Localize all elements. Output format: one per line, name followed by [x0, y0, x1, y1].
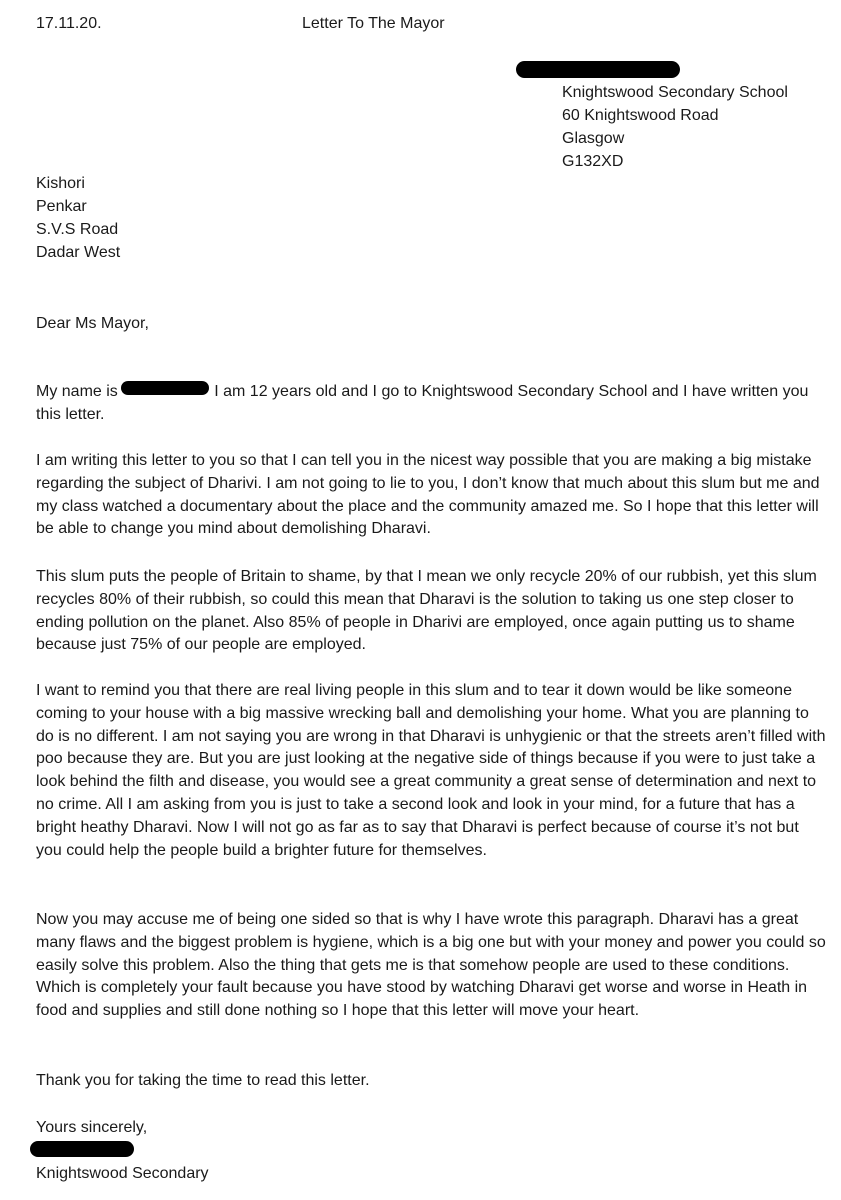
body-paragraph: Now you may accuse me of being one sided so that is why I have wrote this paragraph. Dharavi has a great many flaws and the biggest problem is hygiene, which is a big one but with your money and power you could so easily solve this problem. Also the thing that gets me is that somehow people are used to these conditions. Which is completely your fault because you have stood by watching Dharavi get worse and worse in Heath in food and supplies and still done nothing so I hope that this letter will move your heart.: [36, 911, 826, 1020]
sender-address-line: Knightswood Secondary School: [562, 84, 788, 101]
letter-title: Letter To The Mayor: [302, 15, 445, 32]
intro-text-before: My name is: [36, 383, 118, 400]
body-paragraph: Thank you for taking the time to read this letter.: [36, 1072, 370, 1089]
body-paragraph: This slum puts the people of Britain to shame, by that I mean we only recycle 20% of our rubbish, yet this slum recycles 80% of their rubbish, so could this mean that Dharavi is the solution to taking us one step closer to ending pollution on the planet. Also 85% of people in Dharivi are employed, once again putting us to shame because just 75% of our people are employed.: [36, 568, 817, 654]
closing: Yours sincerely,: [36, 1119, 148, 1136]
body-paragraph: I want to remind you that there are real living people in this slum and to tear it down would be like someone coming to your house with a big massive wrecking ball and demolishing your home. What you are planning to do is no different. I am not saying you are wrong in that Dharavi is unhygienic or that the streets aren’t filled with poo because they are. But you are just looking at the negative side of things because if you were to just take a look behind the filth and disease, you would see a great community a great sense of determination and next to no crime. All I am asking from you is just to take a second look and look in your mind, for a future that has a bright heathy Dharavi. Now I will not go as far as to say that Dharavi is perfect because of course it’s not but you could help the people build a brighter future for themselves.: [36, 682, 826, 859]
body-paragraph: I am writing this letter to you so that I can tell you in the nicest way possible that you are making a big mistake regarding the subject of Dharivi. I am not going to lie to you, I don’t know that much about this slum but me and my class watched a documentary about the place and the community amazed me. So I hope that this letter will be able to change you mind about demolishing Dharavi.: [36, 452, 820, 538]
redaction-bar-sender-name: [516, 61, 680, 78]
recipient-address-line: Dadar West: [36, 244, 121, 261]
sender-address-line: 60 Knightswood Road: [562, 107, 719, 124]
intro-text-after: I am 12 years old and I go to Knightswood Secondary School and I have written you this letter.: [36, 383, 809, 423]
salutation: Dear Ms Mayor,: [36, 315, 149, 332]
recipient-address: [36, 172, 120, 264]
redaction-bar-student-name: [121, 381, 209, 395]
recipient-address-line: Kishori: [36, 175, 85, 192]
letter-date: 17.11.20.: [36, 15, 102, 32]
recipient-address-line: Penkar: [36, 198, 87, 215]
sender-address: [562, 81, 788, 173]
signoff: Knightswood Secondary: [36, 1165, 209, 1182]
sender-address-line: G132XD: [562, 153, 624, 170]
recipient-address-line: S.V.S Road: [36, 221, 119, 238]
redaction-bar-signature: [30, 1141, 134, 1157]
sender-address-line: Glasgow: [562, 130, 625, 147]
